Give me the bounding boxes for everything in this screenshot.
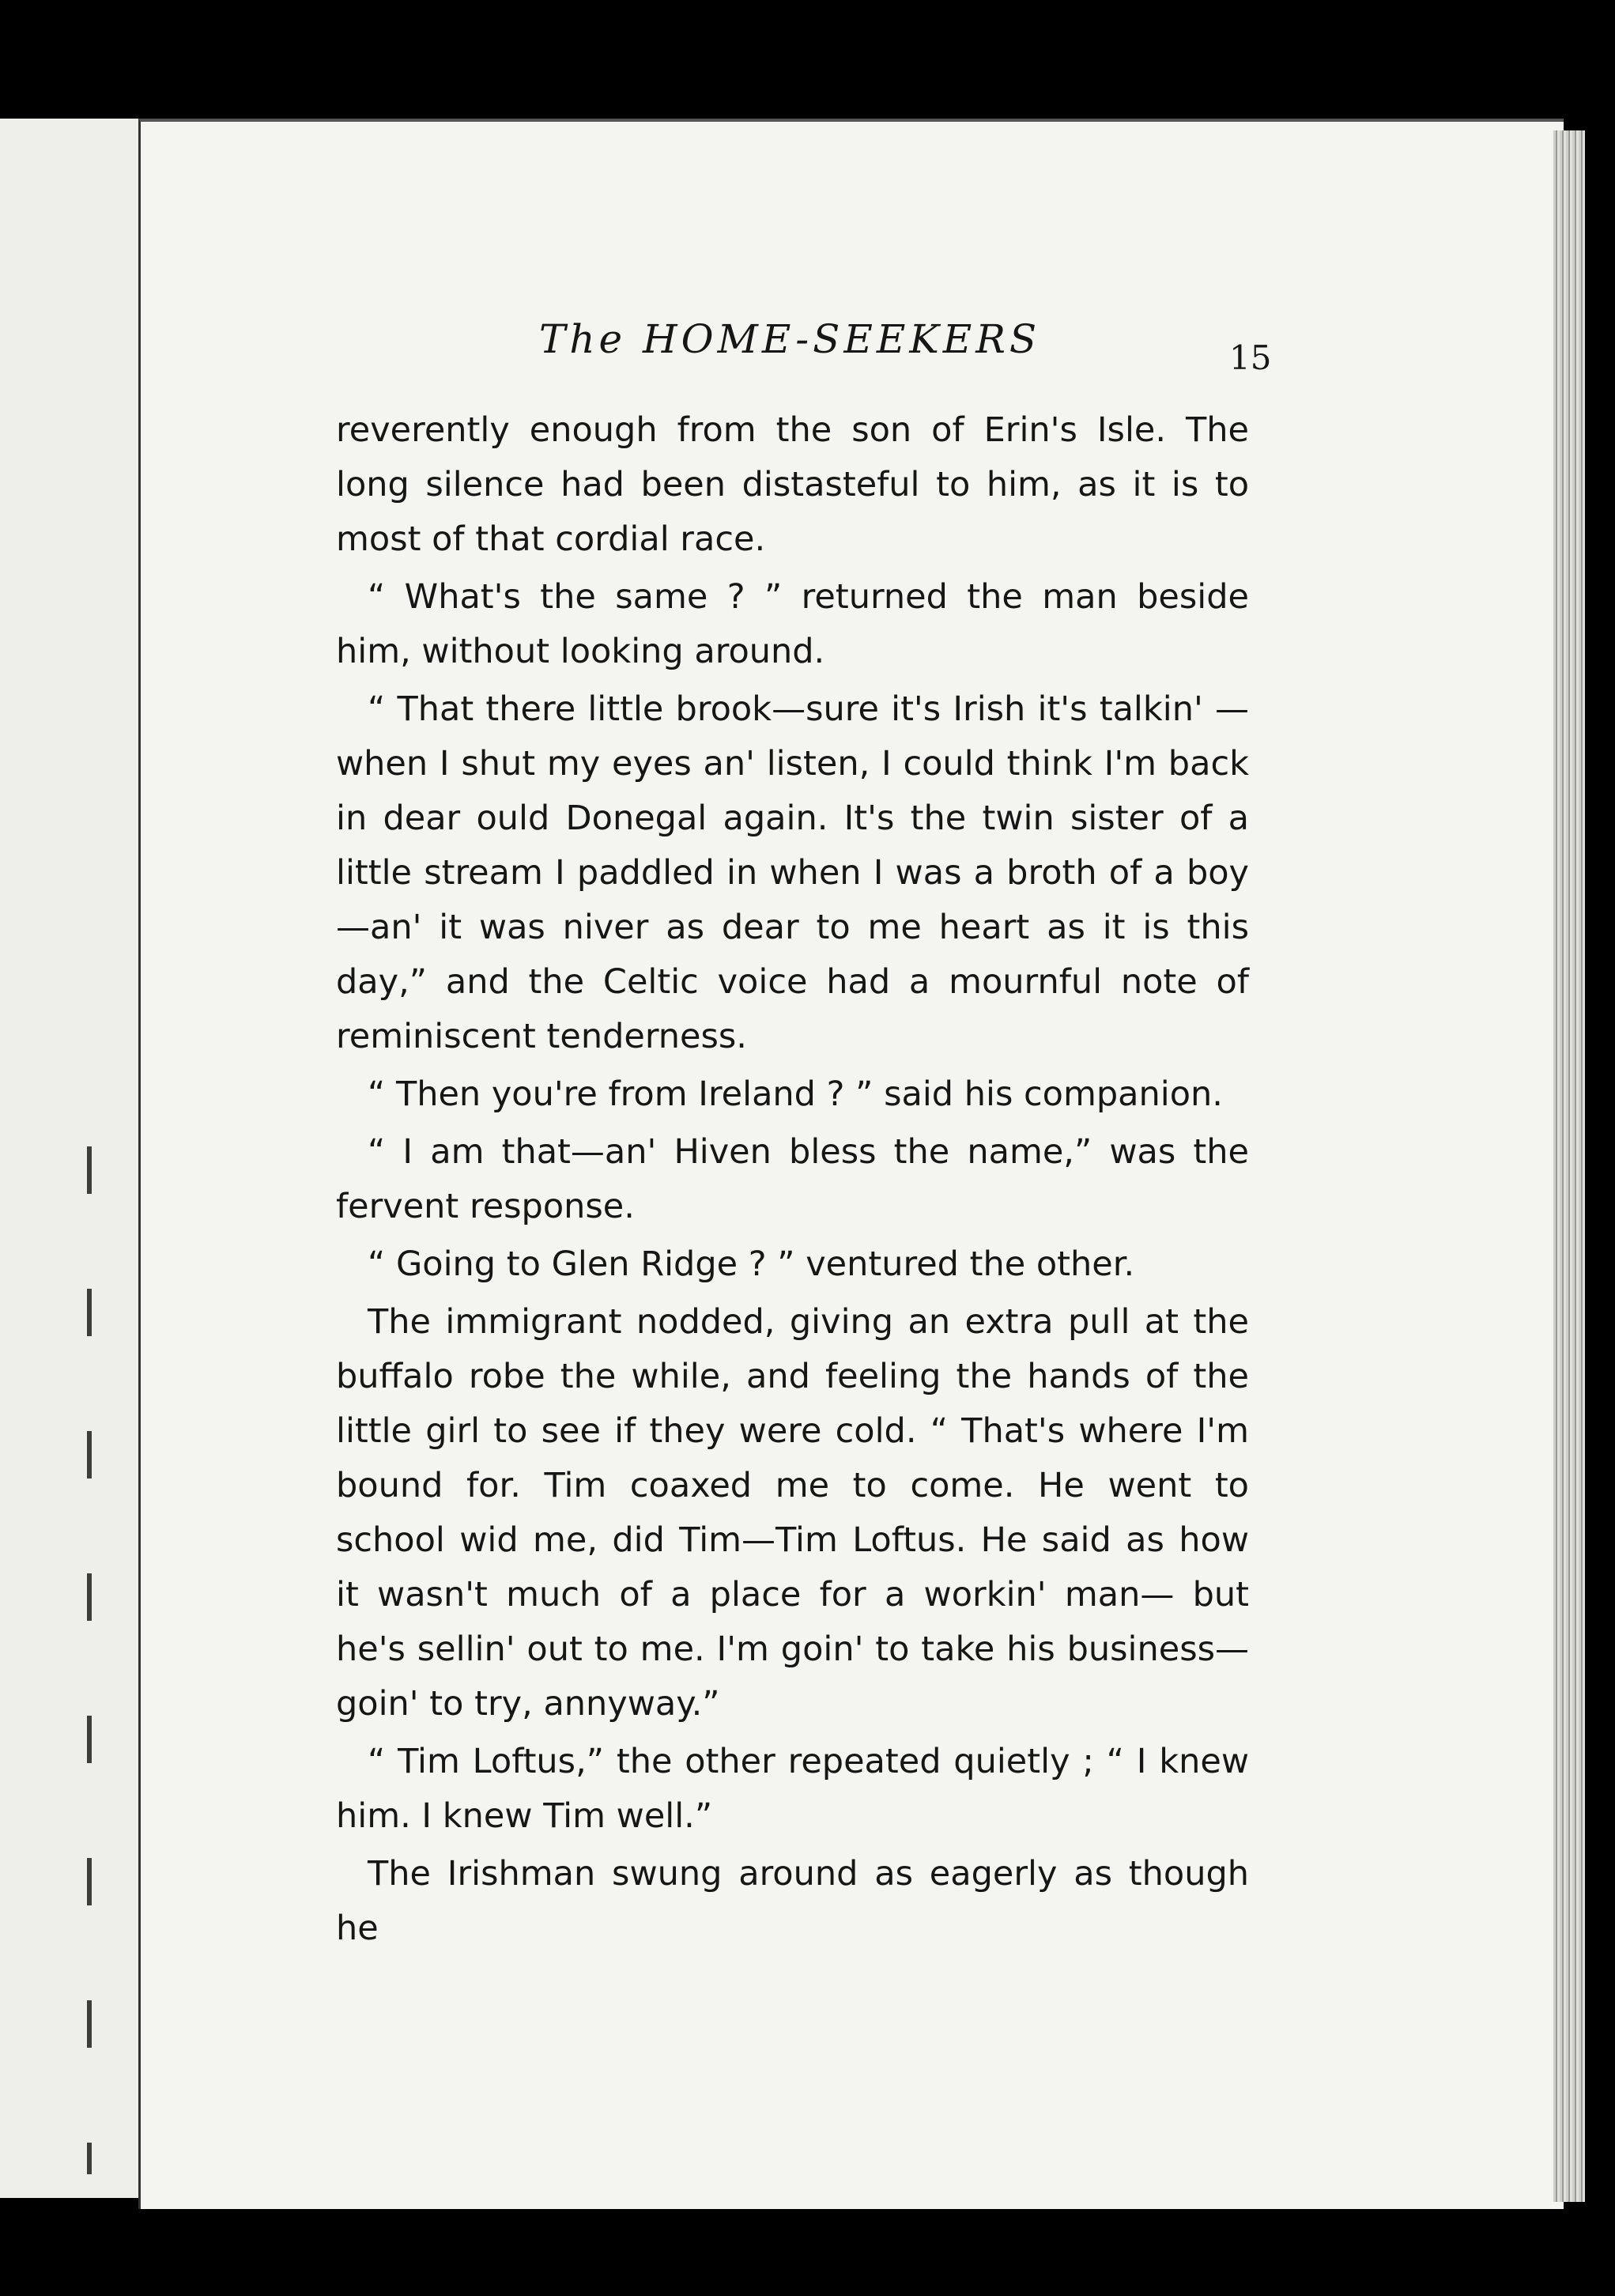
previous-page-edge	[0, 119, 149, 2198]
paragraph: “ Then you're from Ireland ? ” said his companion.	[368, 1074, 1223, 1114]
running-head: The HOME-SEEKERS	[539, 316, 1041, 362]
paragraph: “ I am that—an' Hiven bless the name,” was the fervent response.	[336, 1132, 1249, 1226]
paragraph: “ Tim Loftus,” the other repeated quietly ; “ I knew him. I knew Tim well.”	[336, 1742, 1249, 1836]
paragraph: “ Going to Glen Ridge ? ” ventured the other.	[368, 1244, 1135, 1284]
paragraph: The immigrant nodded, giving an extra pull at the buffalo robe the while, and feeling the hands of the little girl to see if they were cold. “ That's where I'm bound for. Tim coaxed me to come. He went to school wid me, did Tim—Tim Loftus. He said as how it wasn't much of a place for a workin' man— but he's sellin' out to me. I'm goin' to take his business—goin' to try, annyway.”	[336, 1302, 1249, 1724]
page-stack-edges	[1553, 130, 1585, 2202]
paragraph: “ What's the same ? ” returned the man beside him, without looking around.	[336, 577, 1249, 671]
page-gutter-marks	[87, 1146, 92, 2174]
paragraph: reverently enough from the son of Erin's Isle. The long silence had been distasteful to him, as it is to most of that cordial race.	[336, 410, 1249, 559]
paragraph: The Irishman swung around as eagerly as though he	[336, 1854, 1249, 1948]
paragraph: “ That there little brook—sure it's Irish it's talkin' —when I shut my eyes an' listen, I could think I'm back in dear ould Donegal again. It's the twin sister of a little stream I paddled in when I was a broth of a boy—an' it was niver as dear to me heart as it is this day,” and the Celtic voice had a mournful note of reminiscent tenderness.	[336, 689, 1249, 1056]
body-text	[336, 403, 1249, 1959]
page-number: 15	[1229, 338, 1272, 377]
